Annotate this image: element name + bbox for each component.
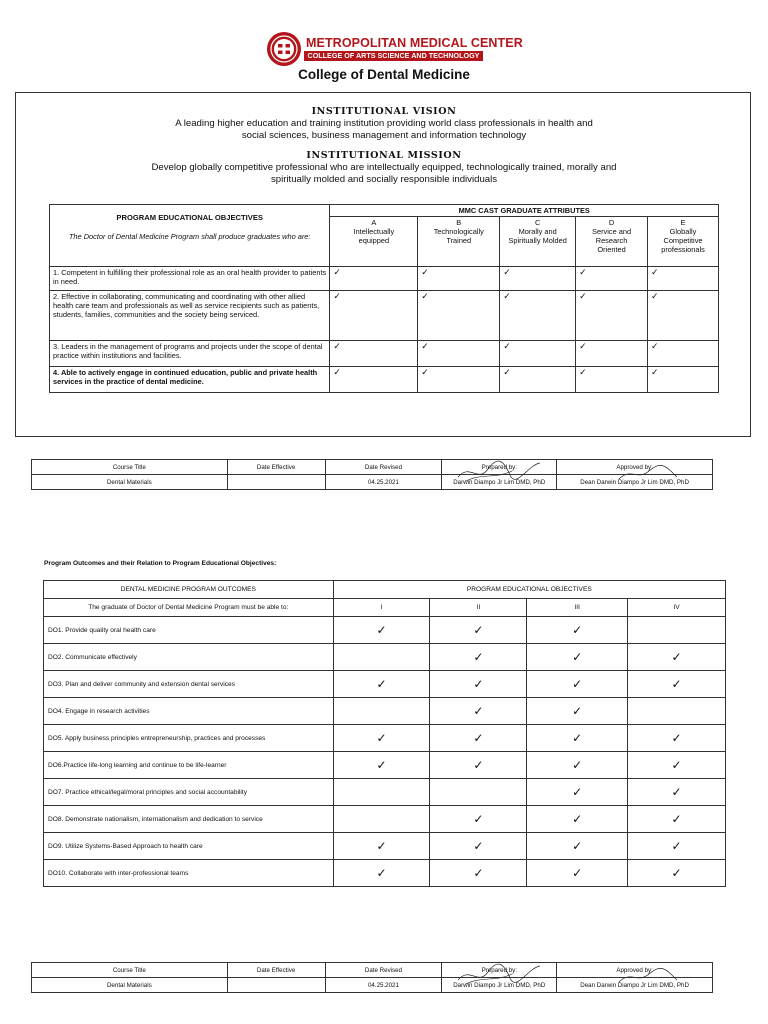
attribute-text: Technologically	[433, 227, 484, 236]
outcome-label: DO9. Utilize Systems-Based Approach to health care	[44, 833, 334, 860]
vision-title: INSTITUTIONAL VISION	[311, 106, 457, 117]
attribute-header	[330, 217, 418, 267]
peo-objective: 2. Effective in collaborating, communicating and coordinating with other allied health care team and professionals as well as service recipients such as patients, students, families, communities and the society being serviced.	[50, 291, 330, 341]
vision-line-2: social sciences, business management and information technology	[241, 130, 527, 141]
attribute-text: equipped	[358, 236, 390, 245]
attribute-text: C	[534, 218, 541, 227]
check-icon: ✓	[333, 268, 341, 278]
peo-column-title: PROGRAM EDUCATIONAL OBJECTIVES	[116, 213, 263, 222]
attribute-cell	[418, 267, 500, 291]
peo-header-cell	[50, 205, 330, 267]
check-icon: ✓	[579, 292, 587, 302]
outcome-check-cell	[628, 617, 726, 644]
check-icon: ✓	[333, 342, 341, 352]
objective-numeral: IV	[628, 599, 726, 617]
check-icon: ✓	[503, 292, 511, 302]
check-icon: ✓	[579, 268, 587, 278]
check-icon: ✓	[572, 677, 583, 691]
outcome-check-cell	[333, 779, 430, 806]
check-icon: ✓	[473, 704, 484, 718]
outcome-check-cell	[430, 617, 527, 644]
peo-objective: 4. Able to actively engage in continued education, public and private health services in the practice of dental medicine.	[50, 367, 330, 393]
outcome-check-cell	[333, 698, 430, 725]
check-icon: ✓	[376, 731, 387, 745]
peo-objective: 3. Leaders in the management of programs and projects under the scope of dental practice within institutions and facilities.	[50, 341, 330, 367]
outcome-label: DO5. Apply business principles entrepreneurship, practices and processes	[44, 725, 334, 752]
attribute-text: Morally and	[518, 227, 557, 236]
footer-prepared-label: Prepared by:	[442, 963, 557, 978]
outcome-check-cell	[628, 644, 726, 671]
check-icon: ✓	[651, 368, 659, 378]
footer-approved-value: Dean Darwin Diampo Jr Lim DMD, PhD	[557, 475, 713, 490]
footer-course-value: Dental Materials	[32, 978, 228, 993]
attribute-header	[576, 217, 648, 267]
footer-revised-label: Date Revised	[325, 460, 442, 475]
attribute-cell	[576, 341, 648, 367]
outcome-label: DO8. Demonstrate nationalism, internationalism and dedication to service	[44, 806, 334, 833]
mission-title: INSTITUTIONAL MISSION	[306, 150, 462, 161]
outcome-check-cell	[430, 806, 527, 833]
check-icon: ✓	[503, 342, 511, 352]
check-icon: ✓	[572, 866, 583, 880]
check-icon: ✓	[572, 650, 583, 664]
check-icon: ✓	[572, 812, 583, 826]
attribute-text: professionals	[661, 245, 705, 254]
attribute-text: Research	[595, 236, 628, 245]
document-footer-2	[31, 962, 713, 993]
peo-column-subtitle: The Doctor of Dental Medicine Program shall produce graduates who are:	[68, 232, 311, 241]
mmc-logo	[266, 31, 302, 67]
attribute-cell	[330, 367, 418, 393]
footer-course-value: Dental Materials	[32, 475, 228, 490]
attribute-header	[418, 217, 500, 267]
outcome-check-cell	[430, 860, 527, 887]
check-icon: ✓	[671, 650, 682, 664]
outcome-check-cell	[333, 725, 430, 752]
outcome-check-cell	[333, 617, 430, 644]
outcome-check-cell	[333, 833, 430, 860]
attribute-cell	[418, 291, 500, 341]
mission-line-1: Develop globally competitive professional who are intellectually equipped, technologically trained, morally and	[151, 162, 617, 173]
attribute-cell	[500, 367, 576, 393]
check-icon: ✓	[376, 677, 387, 691]
signature-approved	[615, 962, 707, 988]
attribute-text: B	[456, 218, 462, 227]
outcome-check-cell	[430, 752, 527, 779]
check-icon: ✓	[572, 731, 583, 745]
outcome-label: DO1. Provide quality oral health care	[44, 617, 334, 644]
attribute-cell	[418, 367, 500, 393]
check-icon: ✓	[579, 368, 587, 378]
check-icon: ✓	[503, 368, 511, 378]
outcome-check-cell	[628, 671, 726, 698]
attribute-cell	[648, 341, 719, 367]
check-icon: ✓	[473, 677, 484, 691]
attribute-cell	[576, 367, 648, 393]
attribute-text: Globally	[669, 227, 697, 236]
outcome-row	[44, 752, 726, 779]
attribute-text: A	[371, 218, 377, 227]
outcome-check-cell	[333, 806, 430, 833]
outcome-row	[44, 860, 726, 887]
check-icon: ✓	[421, 268, 429, 278]
outcome-label: DO7. Practice ethical/legal/moral principles and social accountability	[44, 779, 334, 806]
college-title: College of Dental Medicine	[298, 67, 470, 82]
attribute-cell	[648, 367, 719, 393]
footer-revised-value: 04.25.2021	[325, 475, 442, 490]
footer-revised-value: 04.25.2021	[325, 978, 442, 993]
outcome-check-cell	[527, 617, 628, 644]
attribute-cell	[576, 267, 648, 291]
outcome-check-cell	[628, 860, 726, 887]
footer-approved-value: Dean Darwin Diampo Jr Lim DMD, PhD	[557, 978, 713, 993]
outcomes-column-title: DENTAL MEDICINE PROGRAM OUTCOMES	[44, 581, 334, 599]
outcome-check-cell	[333, 671, 430, 698]
objective-numeral: III	[527, 599, 628, 617]
document-footer-1	[31, 459, 713, 490]
attribute-text: Intellectually	[353, 227, 395, 236]
outcome-check-cell	[628, 725, 726, 752]
outcome-check-cell	[527, 806, 628, 833]
check-icon: ✓	[333, 368, 341, 378]
attribute-cell	[576, 291, 648, 341]
check-icon: ✓	[376, 839, 387, 853]
footer-prepared-label: Prepared by:	[442, 460, 557, 475]
outcome-label: DO6.Practice life-long learning and continue to be life-learner	[44, 752, 334, 779]
check-icon: ✓	[572, 623, 583, 637]
check-icon: ✓	[421, 292, 429, 302]
check-icon: ✓	[376, 866, 387, 880]
footer-effective-value	[227, 978, 325, 993]
outcome-check-cell	[430, 644, 527, 671]
attribute-text: Service and	[592, 227, 632, 236]
outcome-row	[44, 725, 726, 752]
attribute-cell	[500, 341, 576, 367]
check-icon: ✓	[376, 758, 387, 772]
outcome-row	[44, 644, 726, 671]
signature-approved	[615, 459, 707, 485]
check-icon: ✓	[473, 731, 484, 745]
check-icon: ✓	[572, 839, 583, 853]
footer-approved-label: Approved by:	[557, 963, 713, 978]
outcome-check-cell	[430, 833, 527, 860]
outcome-check-cell	[527, 860, 628, 887]
check-icon: ✓	[333, 292, 341, 302]
footer-prepared-value: Darwin Diampo Jr Lim DMD, PhD	[442, 475, 557, 490]
attribute-text: Spiritually Molded	[508, 236, 567, 245]
objective-numeral: II	[430, 599, 527, 617]
mission-line-2: spiritually molded and socially responsible individuals	[270, 174, 498, 185]
attribute-text: Competitive	[663, 236, 703, 245]
check-icon: ✓	[671, 758, 682, 772]
check-icon: ✓	[473, 650, 484, 664]
outcome-check-cell	[527, 671, 628, 698]
outcomes-column-subtitle: The graduate of Doctor of Dental Medicine Program must be able to:	[44, 599, 334, 617]
check-icon: ✓	[473, 812, 484, 826]
attribute-text: E	[680, 218, 686, 227]
check-icon: ✓	[671, 677, 682, 691]
check-icon: ✓	[473, 839, 484, 853]
footer-effective-label: Date Effective	[227, 963, 325, 978]
attribute-text: Oriented	[597, 245, 626, 254]
check-icon: ✓	[421, 368, 429, 378]
outcomes-peo-title: PROGRAM EDUCATIONAL OBJECTIVES	[333, 581, 725, 599]
check-icon: ✓	[579, 342, 587, 352]
footer-effective-value	[227, 475, 325, 490]
outcome-label: DO2. Communicate effectively	[44, 644, 334, 671]
peo-attributes-table	[49, 204, 719, 393]
attribute-header	[500, 217, 576, 267]
check-icon: ✓	[651, 342, 659, 352]
check-icon: ✓	[671, 812, 682, 826]
footer-revised-label: Date Revised	[325, 963, 442, 978]
outcome-check-cell	[333, 644, 430, 671]
check-icon: ✓	[572, 704, 583, 718]
objective-numeral: I	[333, 599, 430, 617]
check-icon: ✓	[421, 342, 429, 352]
check-icon: ✓	[671, 731, 682, 745]
outcome-check-cell	[430, 779, 527, 806]
check-icon: ✓	[503, 268, 511, 278]
outcome-check-cell	[527, 833, 628, 860]
peo-objective: 1. Competent in fulfilling their professional role as an oral health provider to patients in need.	[50, 267, 330, 291]
attribute-cell	[330, 267, 418, 291]
outcome-check-cell	[527, 752, 628, 779]
outcome-check-cell	[628, 698, 726, 725]
check-icon: ✓	[473, 866, 484, 880]
vision-line-1: A leading higher education and training institution providing world class professionals in health and	[175, 118, 593, 129]
check-icon: ✓	[572, 758, 583, 772]
signature-prepared	[452, 459, 544, 485]
attribute-cell	[648, 267, 719, 291]
footer-approved-label: Approved by:	[557, 460, 713, 475]
attribute-cell	[330, 291, 418, 341]
outcome-row	[44, 779, 726, 806]
attribute-cell	[500, 291, 576, 341]
outcome-check-cell	[527, 725, 628, 752]
check-icon: ✓	[651, 268, 659, 278]
outcome-check-cell	[628, 833, 726, 860]
outcome-label: DO4. Engage in research activities	[44, 698, 334, 725]
footer-course-label: Course Title	[32, 963, 228, 978]
outcome-check-cell	[527, 698, 628, 725]
attribute-cell	[330, 341, 418, 367]
check-icon: ✓	[671, 839, 682, 853]
outcome-check-cell	[333, 752, 430, 779]
outcomes-caption: Program Outcomes and their Relation to Program Educational Objectives:	[44, 560, 277, 567]
check-icon: ✓	[651, 292, 659, 302]
attribute-header	[648, 217, 719, 267]
institution-name: METROPOLITAN MEDICAL CENTER	[306, 36, 523, 50]
outcome-check-cell	[628, 779, 726, 806]
attribute-text: Trained	[446, 236, 472, 245]
outcome-row	[44, 698, 726, 725]
outcome-check-cell	[628, 806, 726, 833]
outcome-row	[44, 806, 726, 833]
program-outcomes-table	[43, 580, 726, 887]
attributes-title: MMC CAST GRADUATE ATTRIBUTES	[330, 205, 719, 217]
check-icon: ✓	[671, 785, 682, 799]
footer-prepared-value: Darwin Diampo Jr Lim DMD, PhD	[442, 978, 557, 993]
outcome-row	[44, 833, 726, 860]
outcome-check-cell	[333, 860, 430, 887]
outcome-check-cell	[430, 671, 527, 698]
attribute-cell	[648, 291, 719, 341]
footer-effective-label: Date Effective	[227, 460, 325, 475]
outcome-check-cell	[527, 779, 628, 806]
outcome-check-cell	[527, 644, 628, 671]
outcome-check-cell	[430, 725, 527, 752]
outcome-label: DO3. Plan and deliver community and extension dental services	[44, 671, 334, 698]
outcome-row	[44, 617, 726, 644]
check-icon: ✓	[671, 866, 682, 880]
attribute-text: D	[608, 218, 615, 227]
footer-course-label: Course Title	[32, 460, 228, 475]
institution-subtitle: COLLEGE OF ARTS SCIENCE AND TECHNOLOGY	[304, 51, 483, 61]
check-icon: ✓	[473, 758, 484, 772]
check-icon: ✓	[376, 623, 387, 637]
signature-prepared	[452, 962, 544, 988]
outcome-row	[44, 671, 726, 698]
outcome-check-cell	[430, 698, 527, 725]
outcome-check-cell	[628, 752, 726, 779]
attribute-cell	[500, 267, 576, 291]
outcome-label: DO10. Collaborate with inter-professional teams	[44, 860, 334, 887]
check-icon: ✓	[572, 785, 583, 799]
attribute-cell	[418, 341, 500, 367]
check-icon: ✓	[473, 623, 484, 637]
